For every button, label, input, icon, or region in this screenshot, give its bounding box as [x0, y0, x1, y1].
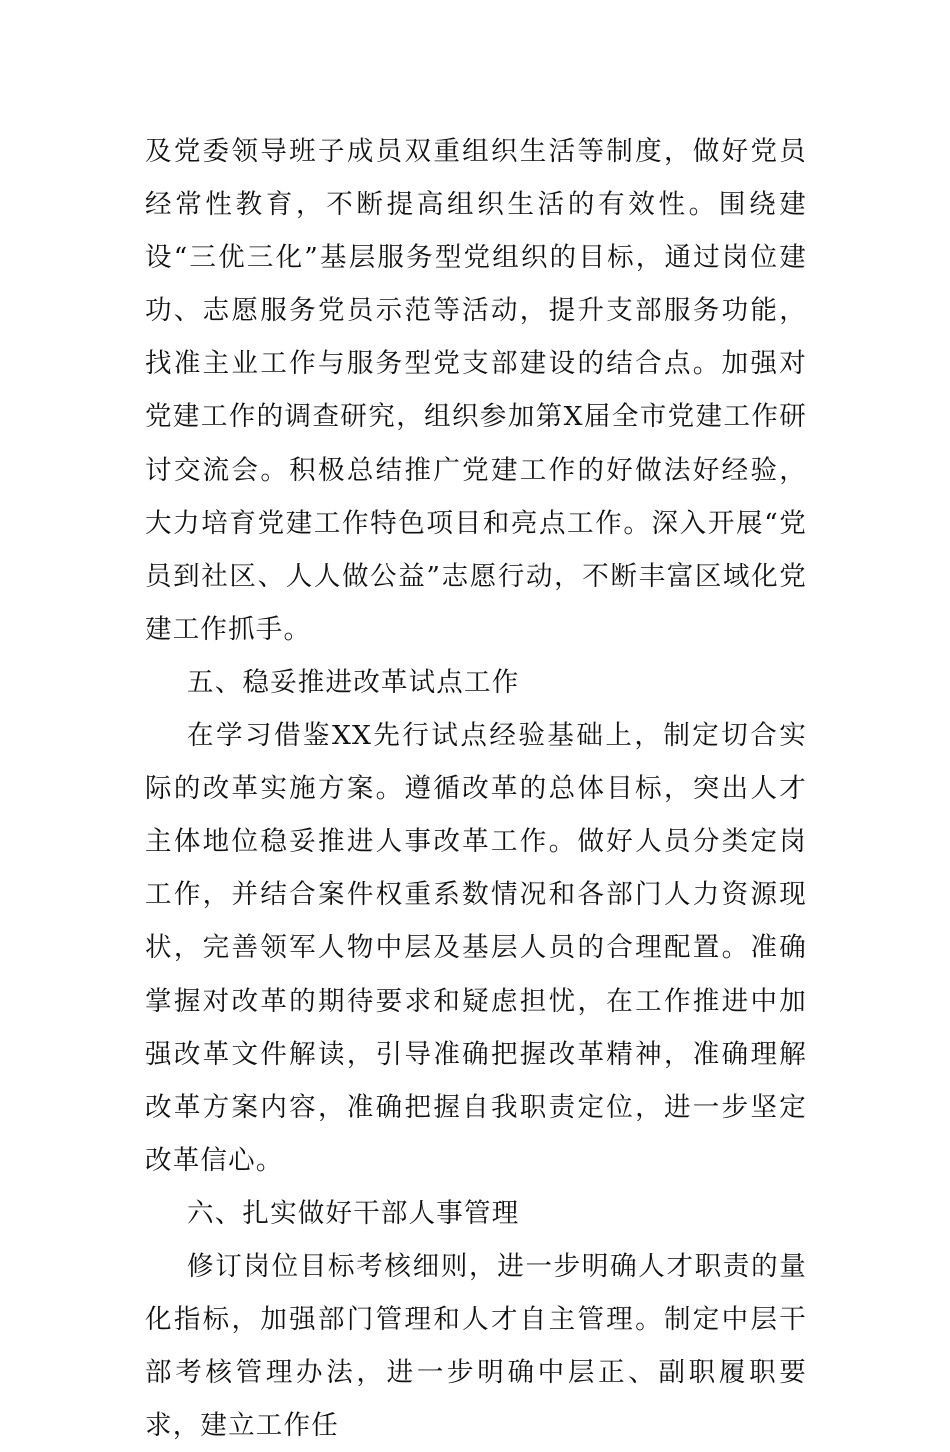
- section-heading-reform-pilot: 五、稳妥推进改革试点工作: [187, 666, 520, 698]
- section-heading-personnel-management: 六、扎实做好干部人事管理: [187, 1197, 520, 1229]
- paragraph-personnel-management: 修订岗位目标考核细则，进一步明确人才职责的量化指标，加强部门管理和人才自主管理。制定中层干部考核管理办法，进一步明确中层正、副职履职要求，建立工作任: [145, 1250, 807, 1442]
- paragraph-reform-pilot: 在学习借鉴XX先行试点经验基础上，制定切合实际的改革实施方案。遵循改革的总体目标，突出人才主体地位稳妥推进人事改革工作。做好人员分类定岗工作，并结合案件权重系数情况和各部门人力资源现状，完善领军人物中层及基层人员的合理配置。准确掌握对改革的期待要求和疑虑担忧，在工作推进中加强改革文件解读，引导准确把握改革精神，准确理解改革方案内容，准确把握自我职责定位，进一步坚定改革信心。: [145, 720, 807, 1176]
- document-body: [145, 125, 807, 1452]
- paragraph-party-building: 及党委领导班子成员双重组织生活等制度，做好党员经常性教育，不断提高组织生活的有效性。围绕建设“三优三化”基层服务型党组织的目标，通过岗位建功、志愿服务党员示范等活动，提升支部服务功能，找准主业工作与服务型党支部建设的结合点。加强对党建工作的调查研究，组织参加第X届全市党建工作研讨交流会。积极总结推广党建工作的好做法好经验，大力培育党建工作特色项目和亮点工作。深入开展“党员到社区、人人做公益”志愿行动，不断丰富区域化党建工作抓手。: [145, 136, 807, 645]
